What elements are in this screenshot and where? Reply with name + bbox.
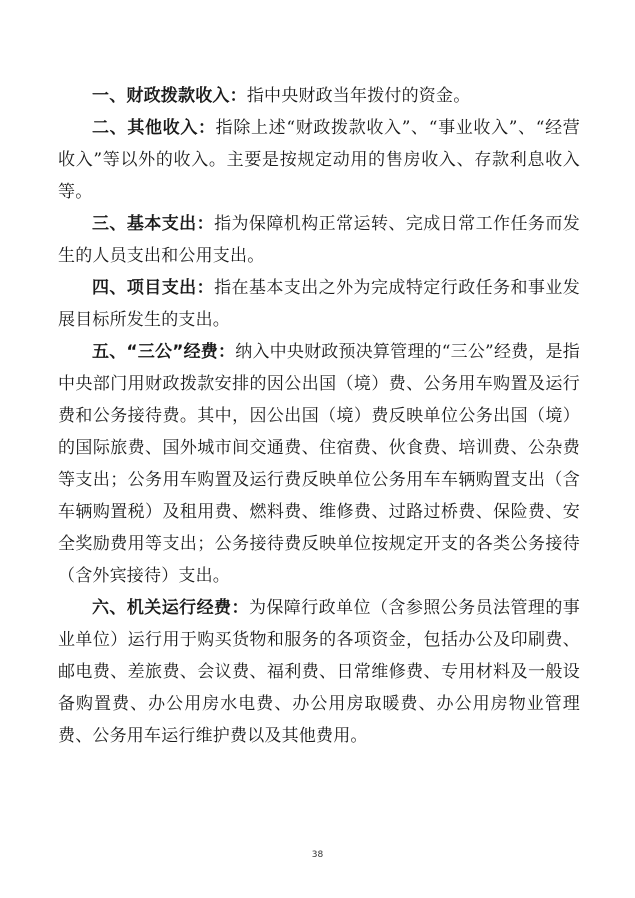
definition-term: 三、基本支出： [92, 214, 215, 234]
definition-text: 纳入中央财政预决算管理的“三公”经费，是指中央部门用财政拨款安排的因公出国（境）费、公务用车购置及运行费和公务接待费。其中，因公出国（境）费反映单位公务出国（境）的国际旅费、国外城市间交通费、住宿费、伙食费、培训费、公杂费等支出；公务用车购置及运行费反映单位公务用车车辆购置支出（含车辆购置税）及租用费、燃料费、维修费、过路过桥费、保险费、安全奖励费用等支出；公务接待费反映单位按规定开支的各类公务接待（含外宾接待）支出。 [58, 342, 580, 586]
definition-paragraph-6 [58, 592, 580, 752]
definition-text: 指在基本支出之外为完成特定行政任务和事业发展目标所发生的支出。 [58, 278, 580, 330]
definition-paragraph-5 [58, 336, 580, 592]
definition-paragraph-2 [58, 112, 580, 208]
definition-term: 五、“三公”经费： [92, 342, 236, 362]
definition-text: 指中央财政当年拨付的资金。 [246, 86, 471, 106]
definition-paragraph-1 [58, 80, 580, 112]
definition-text: 指除上述“财政拨款收入”、“事业收入”、“经营收入”等以外的收入。主要是按规定动用的售房收入、存款利息收入等。 [58, 118, 580, 202]
definition-text: 为保障行政单位（含参照公务员法管理的事业单位）运行用于购买货物和服务的各项资金，包括办公及印刷费、邮电费、差旅费、会议费、福利费、日常维修费、专用材料及一般设备购置费、办公用房水电费、办公用房取暖费、办公用房物业管理费、公务用车运行维护费以及其他费用。 [58, 598, 580, 746]
definition-term: 一、财政拨款收入： [92, 86, 247, 106]
definition-term: 四、项目支出： [92, 278, 215, 298]
definition-term: 二、其他收入： [92, 118, 216, 138]
definition-term: 六、机关运行经费： [92, 598, 249, 618]
definition-paragraph-4 [58, 272, 580, 336]
definition-text: 指为保障机构正常运转、完成日常工作任务而发生的人员支出和公用支出。 [58, 214, 580, 266]
definitions-body [58, 80, 580, 752]
definition-paragraph-3 [58, 208, 580, 272]
page-number: 38 [311, 850, 324, 860]
